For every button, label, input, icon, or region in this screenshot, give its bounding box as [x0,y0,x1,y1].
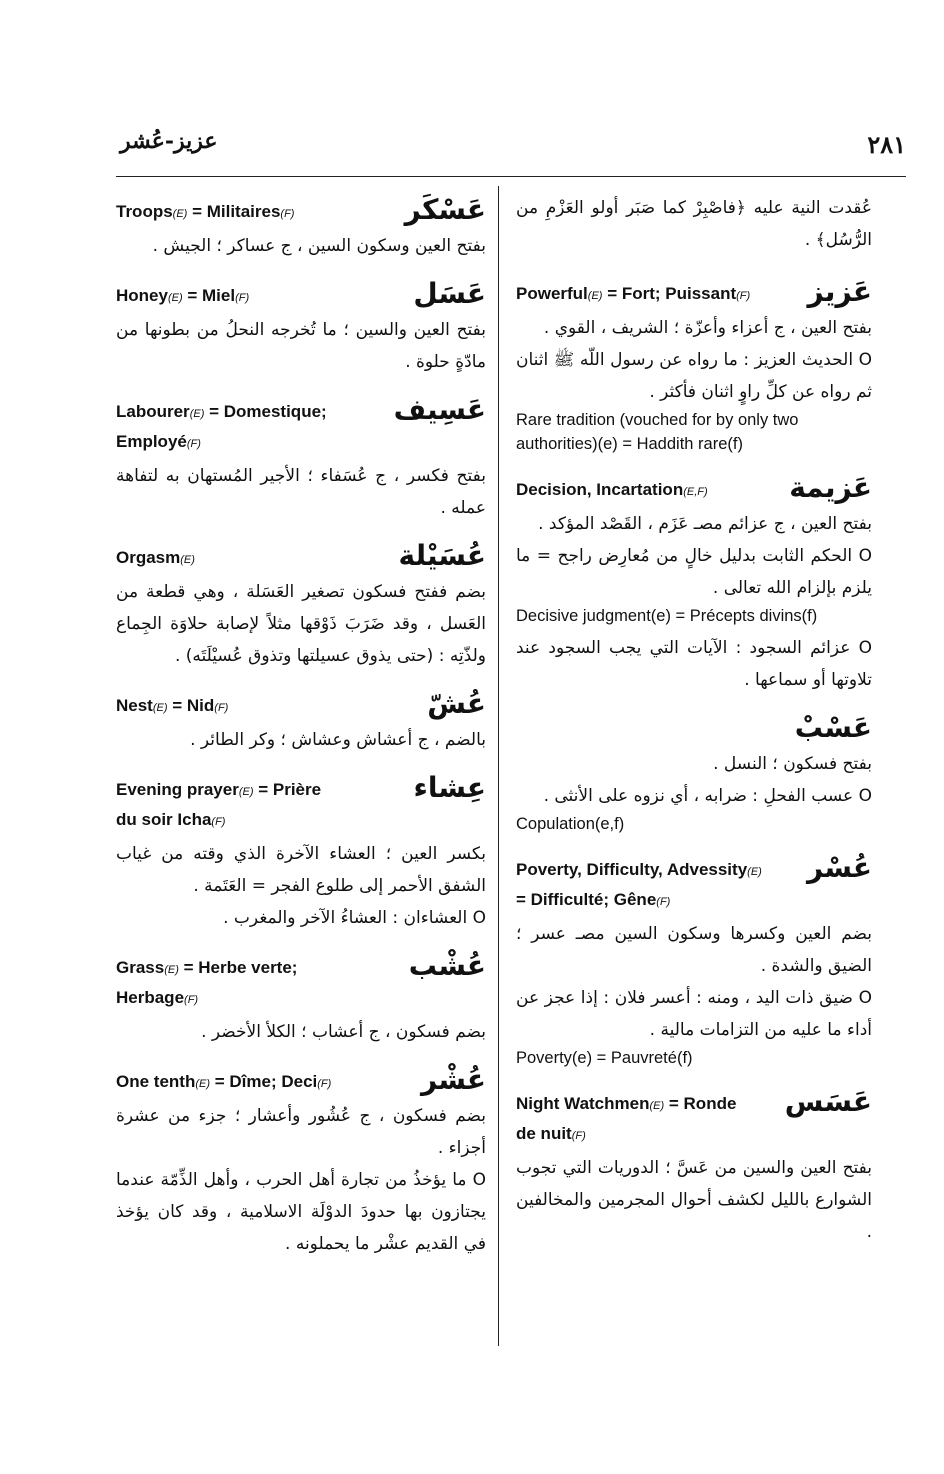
entry-definition: بفتح فسكون ؛ النسل . [713,754,872,774]
entry-gloss: Grass(E) = Herbe verte; Herbage(F) [116,958,298,1007]
entry-gloss: Decision, Incartation(E,F) [516,480,708,499]
entry-gloss: Troops(E) = Militaires(F) [116,202,295,221]
entry-head [116,538,486,574]
entry-gloss: One tenth(E) = Dîme; Deci(F) [116,1072,332,1091]
entry-headword: عُسْر [806,851,872,884]
entry-headword: عَسْكَر [404,193,486,226]
entry-note-2: O عزائم السجود : الآيات التي يجب السجود عند تلاوتها أو سماعها . [516,632,872,696]
page-number: ٢٨١ [867,130,906,159]
entry-definition: بفتح العين والسين ؛ ما تُخرجه النحلُ من بطونها من مادّةٍ حلوة . [116,320,486,372]
entry-headword: عِشاء [413,771,486,804]
entry-translation: Poverty(e) = Pauvreté(f) [516,1049,693,1067]
entry-headword: عَسْبْ [794,711,872,744]
entry-asas [516,1084,872,1248]
entry-gloss: Evening prayer(E) = Prière du soir Icha(F) [116,780,322,829]
entry-gloss: Orgasm(E) [116,548,195,567]
entry-headword: عَسِيف [393,393,486,426]
running-title: عزيز-عُشر [120,128,218,154]
entry-note: O ما يؤخذُ من تجارة أهل الحرب ، وأهل الذِّمّة عندما يجتازون بها حدودَ الدوْلَة الاسلامية ، وقد كان يؤخذ في القديم عشْر ما يحملونه . [116,1164,486,1260]
entry-head [116,770,486,836]
entry-ushr [116,1062,486,1260]
entry-note: O عسب الفحلِ : ضرابه ، أي نزوه على الأنثى . [516,780,872,812]
right-column [516,192,872,1262]
entry-definition: بفتح فكسر ، ج عُسَفاء ؛ الأجير المُستهان به لتفاهة عمله . [116,466,486,518]
entry-head [116,192,486,228]
entry-ushb [116,948,486,1048]
entry-definition: بضم فسكون ، ج عُشُور وأعشار ؛ جزء من عشرة أجزاء . [116,1106,486,1158]
entry-headword: عُشْر [420,1063,486,1096]
entry-aziz [516,274,872,456]
entry-gloss: Nest(E) = Nid(F) [116,696,229,715]
entry-usayla [116,538,486,672]
entry-head [516,470,872,506]
entry-askar [116,192,486,262]
entry-head [116,276,486,312]
entry-headword: عَسَس [784,1085,872,1118]
continuation-text: عُقدت النية عليه ﴿فاصْبِرْ كما صَبَر أولو العَزْمِ من الرُّسُل﴾ . [516,198,872,250]
entry-head [116,948,486,1014]
entry-definition: بفتح العين ، ج أعزاء وأعزّة ؛ الشريف ، القوي . [543,318,872,338]
entry-definition: بضم العين وكسرها وسكون السين مصـ عسر ؛ الضيق والشدة . [516,924,872,976]
entry-note: O الحديث العزيز : ما رواه عن رسول اللّه ﷺ اثنان ثم رواه عن كلِّ راوٍ اثنان فأكثر . [516,344,872,408]
entry-definition: بضم ففتح فسكون تصغير العَسَلة ، وهي قطعة من العَسل ، وقد ضَرَبَ ذَوْقها مثلاً لإصابة حلاوَة الجِماع ولذّتِه : (حتى يذوق عسيلتها وتذوق عُسيْلَتَه) . [116,582,486,666]
left-column [116,192,486,1274]
entry-isha [116,770,486,934]
entry-note: O العشاءان : العشاءُ الآخر والمغرب . [116,902,486,934]
entry-head [516,274,872,310]
entry-headword: عُسَيْلة [398,539,486,572]
entry-asb [516,710,872,836]
entry-headword: عُشّ [427,687,486,720]
entry-gloss: Honey(E) = Miel(F) [116,286,250,305]
entry-translation: Rare tradition (vouched for by only two authorities)(e) = Haddith rare(f) [516,411,799,453]
entry-translation: Copulation(e,f) [516,815,625,833]
entry-translation: Decisive judgment(e) = Précepts divins(f) [516,607,818,625]
entry-head [516,850,872,916]
entry-azima [516,470,872,696]
entry-gloss: Powerful(E) = Fort; Puissant(F) [516,284,751,303]
entry-gloss: Labourer(E) = Domestique; Employé(F) [116,402,327,451]
entry-headword: عَزيز [807,275,872,308]
entry-ush [116,686,486,756]
entry-definition: بفتح العين وسكون السين ، ج عساكر ؛ الجيش . [152,236,486,256]
column-divider [498,186,499,1346]
entry-headword: عُشْب [408,949,486,982]
entry-gloss: Poverty, Difficulty, Advessity(E) = Difficulté; Gêne(F) [516,860,762,909]
entry-head [116,392,486,458]
entry-headword: عَسَل [413,277,486,310]
entry-asal [116,276,486,378]
entry-headword: عَزيمة [789,471,872,504]
entry-gloss: Night Watchmen(E) = Ronde de nuit(F) [516,1094,737,1143]
entry-head [116,686,486,722]
entry-definition: بفتح العين ، ج عزائم مصـ عَزَم ، القَصْد المؤكد . [538,514,872,534]
entry-note: O الحكم الثابت بدليل خالٍ من مُعارِض راجح = ما يلزم بإلزام الله تعالى . [516,540,872,604]
entry-head [516,710,872,746]
entry-usr [516,850,872,1070]
entry-definition: بكسر العين ؛ العشاء الآخرة الذي وقته من غياب الشفق الأحمر إلى طلوع الفجر = العَتَمة . [116,844,486,896]
entry-definition: بالضم ، ج أعشاش وعشاش ؛ وكر الطائر . [190,730,486,750]
entry-definition: بفتح العين والسين من عَسَّ ؛ الدوريات التي تجوب الشوارع بالليل لكشف أحوال المجرمين والمخالفين . [516,1158,872,1242]
entry-head [516,1084,872,1150]
entry-asif [116,392,486,524]
entry-note: O ضيق ذات اليد ، ومنه : أعسر فلان : إذا عجز عن أداء ما عليه من التزامات مالية . [516,982,872,1046]
header-divider [116,176,906,177]
entry-definition: بضم فسكون ، ج أعشاب ؛ الكلأ الأخضر . [201,1022,486,1042]
entry-head [116,1062,486,1098]
